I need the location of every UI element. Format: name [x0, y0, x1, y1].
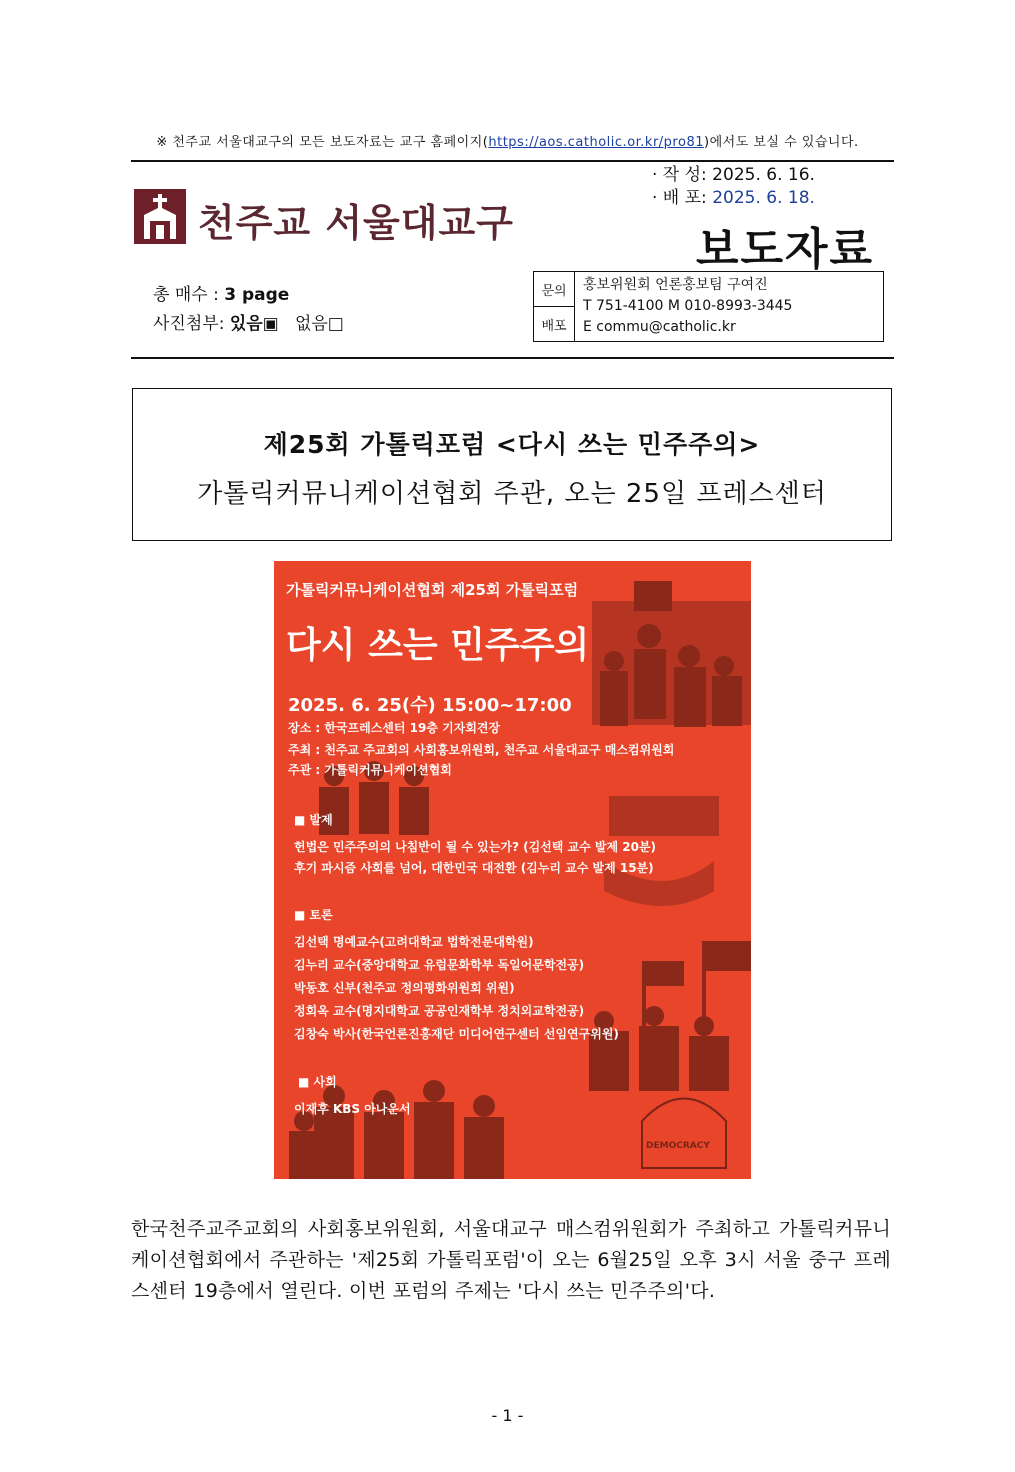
notice-line	[0, 131, 1015, 150]
poster-title: 다시 쓰는 민주주의	[286, 625, 590, 666]
poster-panel-1: 김선택 명예교수(고려대학교 법학전문대학원)	[294, 935, 534, 949]
notice-suffix: )에서도 보실 수 있습니다.	[704, 135, 859, 150]
meta-block	[153, 281, 344, 339]
press-release-title: 보도자료	[696, 224, 875, 275]
headline-subtitle: 가톨릭커뮤니케이션협회 주관, 오는 25일 프레스센터	[197, 479, 827, 509]
contact-table	[533, 271, 884, 342]
poster-sec-presentation: ■ 발제	[294, 813, 333, 827]
democracy-badge: DEMOCRACY	[646, 1141, 710, 1151]
headline-box	[132, 388, 892, 541]
date-distributed: · 배 포: 2025. 6. 18.	[652, 188, 815, 208]
contact-team: 홍보위원회 언론홍보팀 구여진	[583, 277, 768, 293]
poster-datetime: 2025. 6. 25(수) 15:00~17:00	[288, 695, 572, 716]
poster-panel-2: 김누리 교수(중앙대학교 유럽문화학부 독일어문학전공)	[294, 958, 585, 972]
headline-title: 제25회 가톨릭포럼 <다시 쓰는 민주주의>	[263, 430, 761, 459]
poster-panel-5: 김창숙 박사(한국언론진흥재단 미디어연구센터 선임연구위원)	[294, 1027, 619, 1041]
poster-sec-host: ■ 사회	[298, 1075, 337, 1089]
header-rule-top	[131, 160, 894, 162]
distribution-label: 배포	[534, 307, 575, 342]
poster-sec-discussion: ■ 토론	[294, 908, 333, 922]
poster-pres2: 후기 파시즘 사회를 넘어, 대한민국 대전환 (김누리 교수 발제 15분)	[294, 861, 654, 875]
date-distributed-value: 2025. 6. 18.	[712, 188, 815, 208]
logo-text: 천주교 서울대교구	[198, 201, 514, 245]
date-written: · 작 성: 2025. 6. 16.	[652, 165, 815, 185]
date-block	[652, 164, 815, 210]
poster-org: 가톨릭커뮤니케이션협회 제25회 가톨릭포럼	[286, 581, 579, 599]
poster-panel-3: 박동호 신부(천주교 정의평화위원회 위원)	[294, 981, 515, 995]
notice-prefix: ※ 천주교 서울대교구의 모든 보도자료는 교구 홈페이지(	[156, 135, 489, 150]
page-number: - 1 -	[491, 1406, 524, 1425]
contact-phone: T 751-4100 M 010-8993-3445	[583, 298, 793, 314]
contact-email: E commu@catholic.kr	[583, 319, 736, 335]
photo-yes-checkbox: 있음▣	[229, 314, 279, 334]
poster-venue: 장소 : 한국프레스센터 19층 기자회견장	[288, 721, 501, 735]
poster-panel-4: 정회옥 교수(명지대학교 공공인재학부 정치외교학전공)	[294, 1004, 585, 1018]
photo-attach: 사진첨부: 있음▣ 없음□	[153, 314, 344, 334]
forum-poster	[274, 561, 751, 1179]
body-paragraph: 한국천주교주교회의 사회홍보위원회, 서울대교구 매스컴위원회가 주최하고 가톨릭커뮤니케이션협회에서 주관하는 '제25회 가톨릭포럼'이 오는 6월25일 오후 3시 서울 중구 프레스센터 19층에서 열린다. 이번 포럼의 주제는 '다시 쓰는 민주주의'다.	[131, 1218, 892, 1302]
poster-organizer: 주관 : 가톨릭커뮤니케이션협회	[288, 763, 452, 777]
photo-no-checkbox: 없음□	[294, 314, 344, 334]
poster-host: 주최 : 천주교 주교회의 사회홍보위원회, 천주교 서울대교구 매스컴위원회	[288, 743, 675, 757]
inquiry-label: 문의	[534, 272, 575, 307]
poster-pres1: 헌법은 민주주의의 나침반이 될 수 있는가? (김선택 교수 발제 20분)	[294, 840, 657, 854]
poster-mc: 이재후 KBS 아나운서	[294, 1102, 411, 1116]
cathedral-logo-icon	[134, 189, 186, 244]
page-count: 총 매수 : 3 page	[153, 285, 290, 305]
header-rule-bottom	[131, 357, 894, 359]
homepage-link[interactable]: https://aos.catholic.or.kr/pro81	[488, 135, 704, 150]
